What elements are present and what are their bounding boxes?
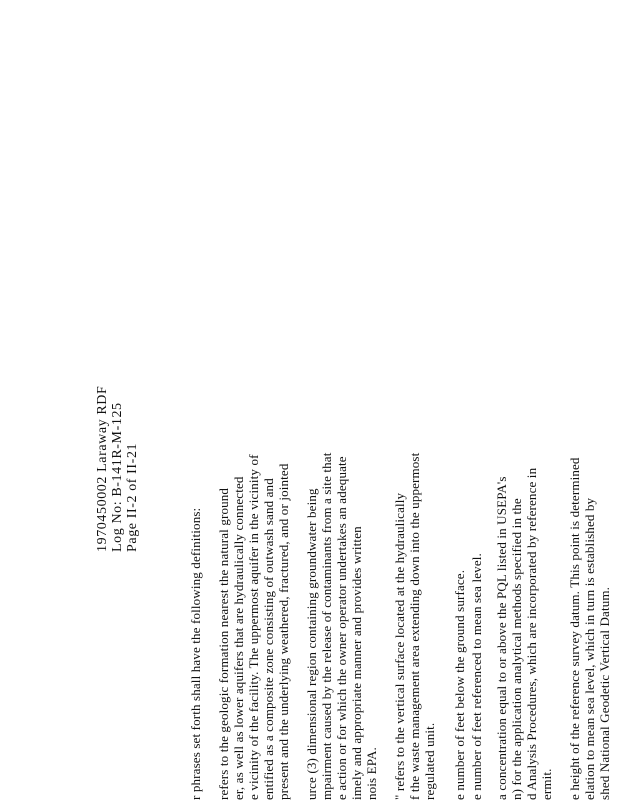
definition-pql-line: d Analysis Procedures, which are incorporated by reference in	[524, 467, 539, 800]
definition-point-of-compliance-line: " refers to the vertical surface located at the hydraulically	[392, 492, 407, 800]
definition-point-of-compliance-line: regulated unit.	[422, 722, 437, 800]
definition-uppermost-aquifer-line: refers to the geologic formation nearest the natural ground	[216, 487, 231, 800]
definition-survey-datum-line: shed National Geodetic Vertical Datum.	[597, 586, 612, 800]
header-line-page-number: Page II-2 of II-21	[125, 442, 140, 552]
definition-pql-line: ermit.	[539, 768, 554, 800]
definition-feet-below-ground: e number of feet below the ground surface.	[452, 569, 467, 800]
definition-groundwater-region-line: e action or for which the owner operator undertakes an adequate	[334, 456, 349, 800]
header-line-facility: 1970450002 Laraway RDF	[95, 385, 110, 552]
definition-uppermost-aquifer-line: e vicinity of the facility. The uppermost aquifer in the vicinity of	[246, 454, 261, 800]
definition-survey-datum-line: e height of the reference survey datum. This point is determined	[567, 457, 582, 800]
definition-groundwater-region-line: urce (3) dimensional region containing groundwater being	[304, 488, 319, 800]
definition-survey-datum-line: elation to mean sea level, which in turn is established by	[582, 497, 597, 800]
definition-point-of-compliance-line: f the waste management area extending down into the uppermost	[407, 452, 422, 800]
definition-groundwater-region-line: imely and appropriate manner and provides written	[349, 526, 364, 800]
definition-uppermost-aquifer-line: er, as well as lower aquifers that are hydraulically connected	[231, 476, 246, 800]
definition-uppermost-aquifer-line: present and the underlying weathered, fractured, and or jointed	[276, 463, 291, 800]
definition-pql-line: a concentration equal to or above the PQL listed in USEPA's	[494, 476, 509, 800]
definition-feet-msl: e number of feet referenced to mean sea level.	[469, 553, 484, 800]
definition-pql-line: n) for the application analytical methods specified in the	[509, 498, 524, 800]
definition-uppermost-aquifer-line: entified as a composite zone consisting of outwash sand and	[261, 478, 276, 800]
definition-groundwater-region-line: nois EPA.	[364, 747, 379, 800]
header-line-log-number: Log No: B-141R-M-125	[110, 402, 125, 552]
definition-groundwater-region-line: mpairment caused by the release of contaminants from a site that	[319, 452, 334, 800]
intro-sentence: r phrases set forth shall have the following definitions:	[188, 507, 203, 800]
